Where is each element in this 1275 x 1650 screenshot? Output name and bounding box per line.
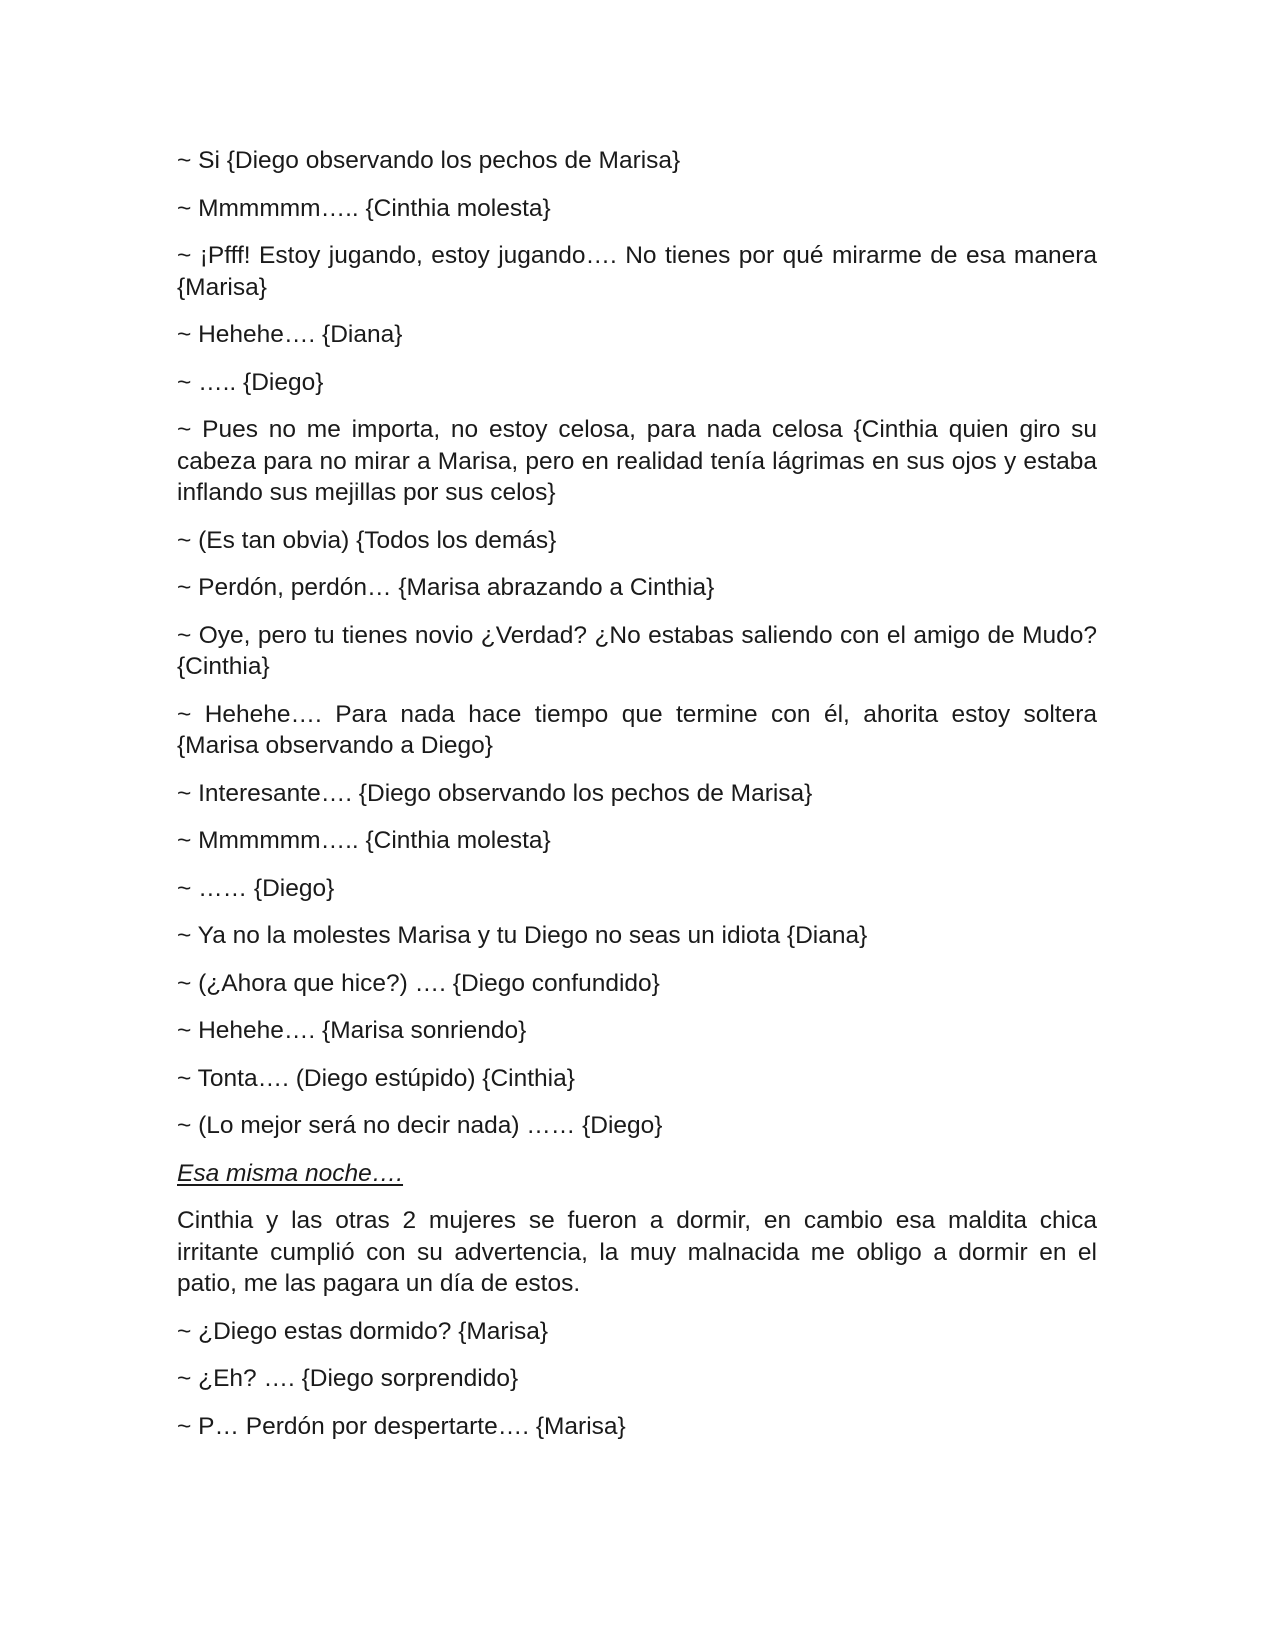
dialogue-line: ~ (Es tan obvia) {Todos los demás} <box>177 526 557 554</box>
dialogue-line: ~ Hehehe…. {Diana} <box>177 321 403 348</box>
dialogue-line: ~ Hehehe…. {Marisa sonriendo} <box>177 1017 527 1044</box>
dialogue-line: ~ Hehehe…. Para nada hace tiempo que termine con él, ahorita estoy soltera {Marisa observando a Diego} <box>177 700 1097 759</box>
dialogue-line: ~ …… {Diego} <box>177 874 335 902</box>
dialogue-line: ~ Si {Diego observando los pechos de Marisa} <box>177 147 681 174</box>
dialogue-line: ~ ¿Eh? …. {Diego sorprendido} <box>177 1365 519 1392</box>
dialogue-line: ~ Interesante…. {Diego observando los pechos de Marisa} <box>177 779 813 807</box>
dialogue-line: ~ P… Perdón por despertarte…. {Marisa} <box>177 1412 626 1440</box>
dialogue-line: ~ ¿Diego estas dormido? {Marisa} <box>177 1317 549 1345</box>
dialogue-line: ~ Ya no la molestes Marisa y tu Diego no seas un idiota {Diana} <box>177 922 868 949</box>
section-heading: Esa misma noche…. <box>177 1159 404 1187</box>
dialogue-line: ~ Perdón, perdón… {Marisa abrazando a Cinthia} <box>177 574 715 601</box>
narration-paragraph: Cinthia y las otras 2 mujeres se fueron a dormir, en cambio esa maldita chica irritante cumplió con su advertencia, la muy malnacida me obligo a dormir en el patio, me las pagara un día de estos. <box>177 1207 1097 1297</box>
dialogue-line: ~ ….. {Diego} <box>177 368 324 396</box>
dialogue-line: ~ Oye, pero tu tienes novio ¿Verdad? ¿No estabas saliendo con el amigo de Mudo? {Cinthia} <box>177 621 1097 680</box>
dialogue-line: ~ (¿Ahora que hice?) …. {Diego confundido} <box>177 969 660 997</box>
dialogue-line: ~ ¡Pfff! Estoy jugando, estoy jugando…. No tienes por qué mirarme de esa manera {Marisa} <box>177 242 1097 301</box>
dialogue-line: ~ Mmmmmm….. {Cinthia molesta} <box>177 194 551 222</box>
dialogue-line: ~ Pues no me importa, no estoy celosa, para nada celosa {Cinthia quien giro su cabeza para no mirar a Marisa, pero en realidad tenía lágrimas en sus ojos y estaba inflando sus mejillas por sus celos} <box>177 416 1097 506</box>
dialogue-line: ~ Mmmmmm….. {Cinthia molesta} <box>177 827 551 854</box>
dialogue-line: ~ Tonta…. (Diego estúpido) {Cinthia} <box>177 1064 575 1092</box>
document-page <box>177 145 1097 1458</box>
dialogue-line: ~ (Lo mejor será no decir nada) …… {Diego} <box>177 1112 663 1139</box>
